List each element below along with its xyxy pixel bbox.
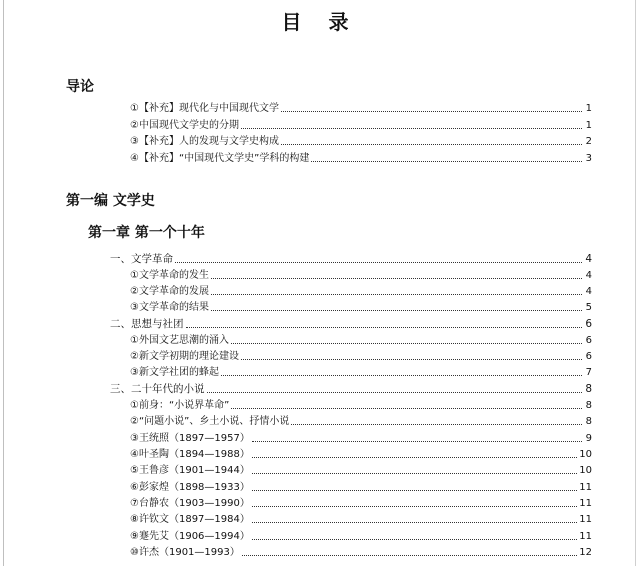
toc-entry-label: ③文学革命的结果 [130,302,209,313]
toc-entry-page: 8 [585,383,592,395]
toc-entry-page: 4 [585,286,592,297]
toc-entry[interactable] [130,511,592,526]
toc-entry-page: 11 [579,498,592,509]
toc-entry-page: 6 [585,351,592,362]
toc-entry[interactable] [130,332,592,347]
toc-entry-page: 2 [585,136,592,147]
toc-entry-page: 8 [585,416,592,427]
toc-entry-label: ①前身：“小说界革命” [130,400,230,411]
toc-entry-label: ②中国现代文学史的分期 [130,120,239,131]
toc-section-entry[interactable] [110,381,592,396]
toc-entry-page: 9 [585,433,592,444]
toc-entry-label: ②文学革命的发展 [130,286,209,297]
part-heading: 第一编 文学史 [66,193,155,209]
dot-leader [211,293,582,295]
toc-entry-page: 11 [579,531,592,542]
toc-entry[interactable] [130,446,592,461]
toc-section-entry[interactable] [110,316,592,331]
toc-entry-label: ⑧许钦文（1897—1984） [130,514,250,525]
dot-leader [311,160,582,162]
toc-section-entry[interactable] [110,251,592,266]
dot-leader [241,358,582,360]
toc-entry-page: 4 [585,270,592,281]
toc-entry[interactable] [130,544,592,559]
dot-leader [211,277,582,279]
toc-entry-label: ④叶圣陶（1894—1988） [130,449,250,460]
toc-entry-page: 5 [585,302,592,313]
toc-entry-page: 3 [585,153,592,164]
dot-leader [252,538,577,540]
toc-entry-page: 10 [579,465,592,476]
toc-entry[interactable] [130,150,592,165]
toc-entry-label: 三、二十年代的小说 [110,383,205,395]
dot-leader [252,521,577,523]
toc-entry[interactable] [130,430,592,445]
toc-entry[interactable] [130,462,592,477]
dot-leader [175,261,582,263]
toc-entry[interactable] [130,397,592,412]
dot-leader [252,489,577,491]
dot-leader [221,374,582,376]
toc-entry-page: 11 [579,514,592,525]
toc-entry[interactable] [130,364,592,379]
toc-entry[interactable] [130,267,592,282]
toc-entry-label: ③王统照（1897—1957） [130,433,250,444]
toc-entry-label: ③【补充】人的发现与文学史构成 [130,136,279,147]
toc-entry-page: 1 [585,120,592,131]
dot-leader [241,127,582,129]
toc-entry-label: 二、思想与社团 [110,318,184,330]
dot-leader [242,554,577,556]
dot-leader [252,456,577,458]
toc-entry[interactable] [130,133,592,148]
page-right-edge [635,0,636,566]
toc-entry-page: 7 [585,367,592,378]
toc-entry-label: ②新文学初期的理论建设 [130,351,239,362]
toc-entry-label: ③新文学社团的蜂起 [130,367,219,378]
chapter-heading: 第一章 第一个十年 [88,225,205,241]
toc-entry-label: ①外国文艺思潮的涌入 [130,335,229,346]
toc-entry[interactable] [130,348,592,363]
toc-entry-label: ⑥彭家煌（1898—1933） [130,482,250,493]
toc-entry[interactable] [130,117,592,132]
toc-entry[interactable] [130,495,592,510]
toc-entry-label: 一、文学革命 [110,253,173,265]
toc-entry-label: ④【补充】“中国现代文学史”学科的构建 [130,153,310,164]
dot-leader [211,309,582,311]
toc-entry-page: 4 [585,253,592,265]
toc-entry-page: 10 [579,449,592,460]
toc-entry[interactable] [130,479,592,494]
toc-entry-page: 12 [579,547,592,558]
dot-leader [252,472,577,474]
dot-leader [281,143,582,145]
toc-entry-label: ②“问题小说”、乡土小说、抒情小说 [130,416,290,427]
toc-entry-label: ⑦台静农（1903—1990） [130,498,250,509]
toc-entry-page: 1 [585,103,592,114]
dot-leader [252,505,577,507]
dot-leader [207,391,583,393]
toc-entry[interactable] [130,100,592,115]
dot-leader [186,326,583,328]
dot-leader [252,440,582,442]
dot-leader [231,342,582,344]
toc-entry-page: 6 [585,318,592,330]
dot-leader [231,407,582,409]
toc-entry-page: 8 [585,400,592,411]
toc-entry-label: ①【补充】现代化与中国现代文学 [130,103,279,114]
toc-title: 目 录 [281,10,359,34]
toc-entry-label: ⑤王鲁彦（1901—1944） [130,465,250,476]
toc-entry-label: ⑩许杰（1901—1993） [130,547,240,558]
toc-entry[interactable] [130,413,592,428]
dot-leader [291,423,582,425]
toc-entry-page: 6 [585,335,592,346]
toc-entry-page: 11 [579,482,592,493]
toc-entry-label: ⑨蹇先艾（1906—1994） [130,531,250,542]
intro-heading: 导论 [66,79,94,95]
page-left-edge [3,0,4,566]
toc-entry[interactable] [130,528,592,543]
toc-entry-label: ①文学革命的发生 [130,270,209,281]
toc-entry[interactable] [130,283,592,298]
dot-leader [281,110,582,112]
toc-entry[interactable] [130,299,592,314]
